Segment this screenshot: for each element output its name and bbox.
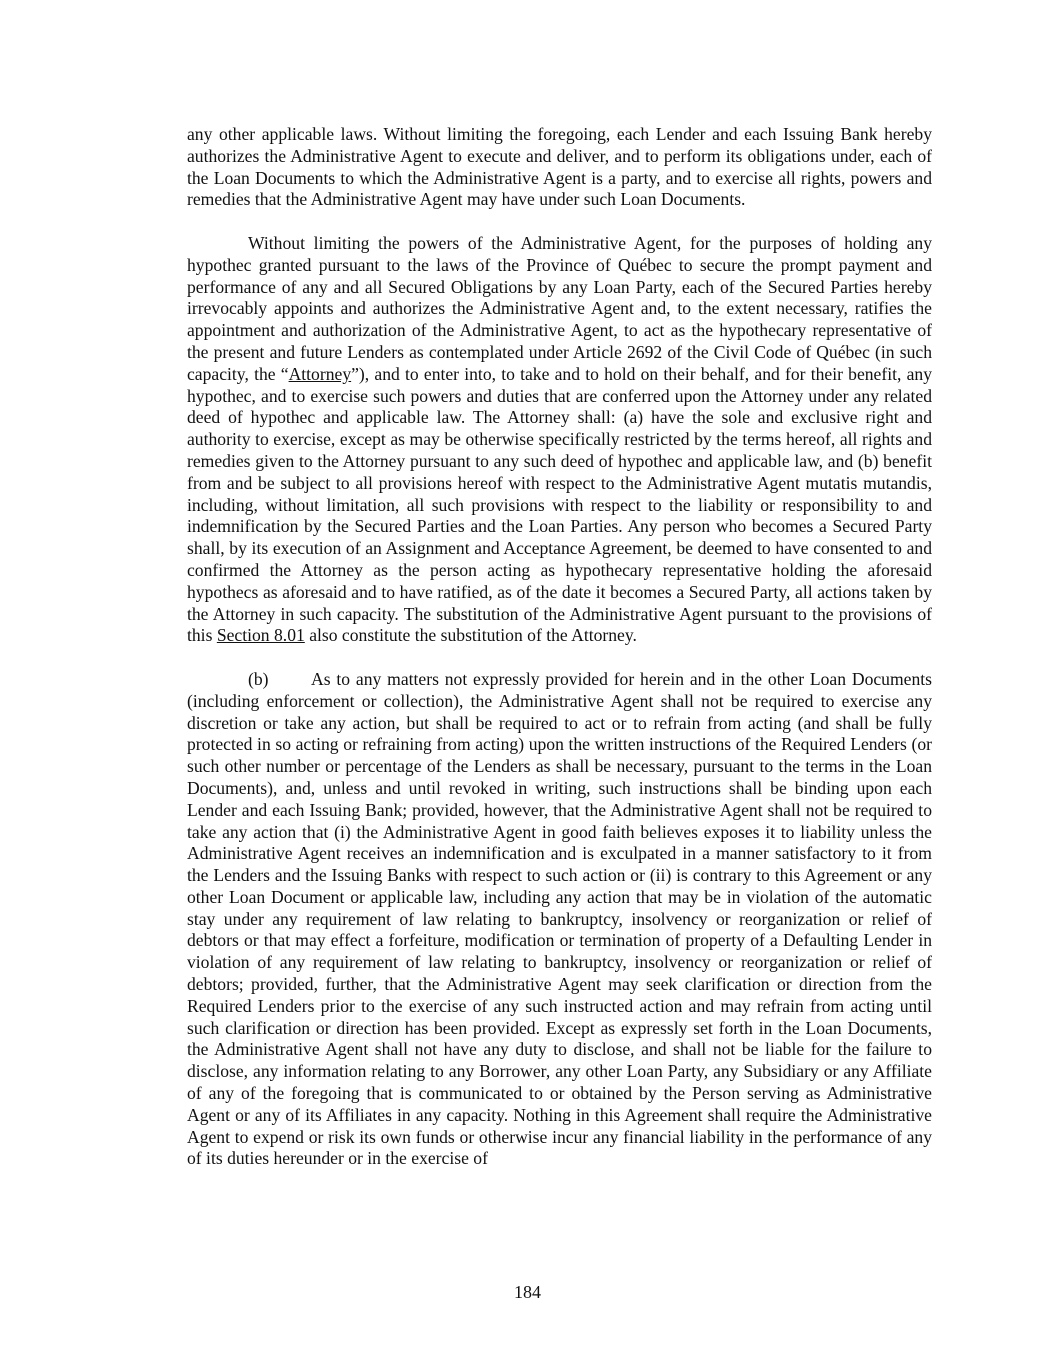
document-page bbox=[187, 124, 932, 1170]
paragraph-continuation: any other applicable laws. Without limiting the foregoing, each Lender and each Issuing Bank hereby authorizes the Administrative Agent to execute and deliver, and to perform its obligations under, each of the Loan Documents to which the Administrative Agent is a party, and to exercise all rights, powers and remedies that the Administrative Agent may have under such Loan Documents. bbox=[187, 124, 932, 210]
page-number: 184 bbox=[514, 1282, 541, 1302]
paragraph-text: ”), and to enter into, to take and to hold on their behalf, and for their benefit, any hypothec, and to exercise such powers and duties that are conferred upon the Attorney under any related deed of hypothec and applicable law. The Attorney shall: (a) have the sole and exclusive right and authority to exercise, except as may be otherwise specifically restricted by the terms hereof, all rights and remedies given to the Attorney pursuant to any such deed of hypothec and applicable law, and (b) benefit from and be subject to all provisions hereof with respect to the Administrative Agent mutatis mutandis, including, without limitation, all such provisions with respect to the liability or responsibility to and indemnification by the Secured Parties and the Loan Parties. Any person who becomes a Secured Party shall, by its execution of an Assignment and Acceptance Agreement, be deemed to have consented to and confirmed the Attorney as the person acting as hypothecary representative holding the aforesaid hypothecs as aforesaid and to have ratified, as of the date it becomes a Secured Party, all actions taken by the Attorney in such capacity. The substitution of the Administrative Agent pursuant to the provisions of this bbox=[187, 363, 932, 646]
section-reference: Section 8.01 bbox=[216, 625, 305, 646]
paragraph-spacer bbox=[187, 647, 932, 669]
paragraph-text: As to any matters not expressly provided for herein and in the other Loan Documents (including enforcement or collection), the Administrative Agent shall not be required to exercise any discretion or take any action, but shall be required to act or to refrain from acting (and shall be fully protected in so acting or refraining from acting) upon the written instructions of the Required Lenders (or such other number or percentage of the Lenders as shall be necessary, pursuant to the terms in the Loan Documents), and, unless and until revoked in writing, such instructions shall be binding upon each Lender and each Issuing Bank; provided, however, that the Administrative Agent shall not be required to take any action that (i) the Administrative Agent in good faith believes exposes it to liability unless the Administrative Agent receives an indemnification and is exculpated in a manner satisfactory to it from the Lenders and the Issuing Banks with respect to such action or (ii) is contrary to this Agreement or any other Loan Document or applicable law, including any action that may be in violation of the automatic stay under any requirement of law relating to bankruptcy, insolvency or reorganization or relief of debtors or that may effect a forfeiture, modification or termination of property of a Defaulting Lender in violation of any requirement of law relating to bankruptcy, insolvency or reorganization or relief of debtors; provided, further, that the Administrative Agent may seek clarification or direction from the Required Lenders prior to the exercise of any such instructed action and may refrain from acting until such clarification or direction has been provided. Except as expressly set forth in the Loan Documents, the Administrative Agent shall not have any duty to disclose, and shall not be liable for the failure to disclose, any information relating to any Borrower, any other Loan Party, any Subsidiary or any Affiliate of any of the foregoing that is communicated to or obtained by the Person serving as Administrative Agent or any of its Affiliates in any capacity. Nothing in this Agreement shall require the Administrative Agent to expend or risk its own funds or otherwise incur any financial liability in the performance of any of its duties hereunder or in the exercise of bbox=[187, 668, 932, 1169]
paragraph-text: Without limiting the powers of the Administrative Agent, for the purposes of holding any hypothec granted pursuant to the laws of the Province of Québec to secure the prompt payment and performance of any and all Secured Obligations by any Loan Party, each of the Secured Parties hereby irrevocably appoints and authorizes the Administrative Agent and, to the extent necessary, ratifies the appointment and authorization of the Administrative Agent, to act as the hypothecary representative of the present and future Lenders as contemplated under Article 2692 of the Civil Code of Québec (in such capacity, the “ bbox=[187, 232, 932, 384]
paragraph-b bbox=[187, 669, 932, 1170]
paragraph-text: also constitute the substitution of the Attorney. bbox=[304, 625, 637, 646]
clause-label: (b) bbox=[248, 668, 269, 689]
paragraph-quebec-hypothec bbox=[187, 233, 932, 647]
defined-term-attorney: Attorney bbox=[288, 363, 352, 384]
paragraph-spacer bbox=[187, 211, 932, 233]
